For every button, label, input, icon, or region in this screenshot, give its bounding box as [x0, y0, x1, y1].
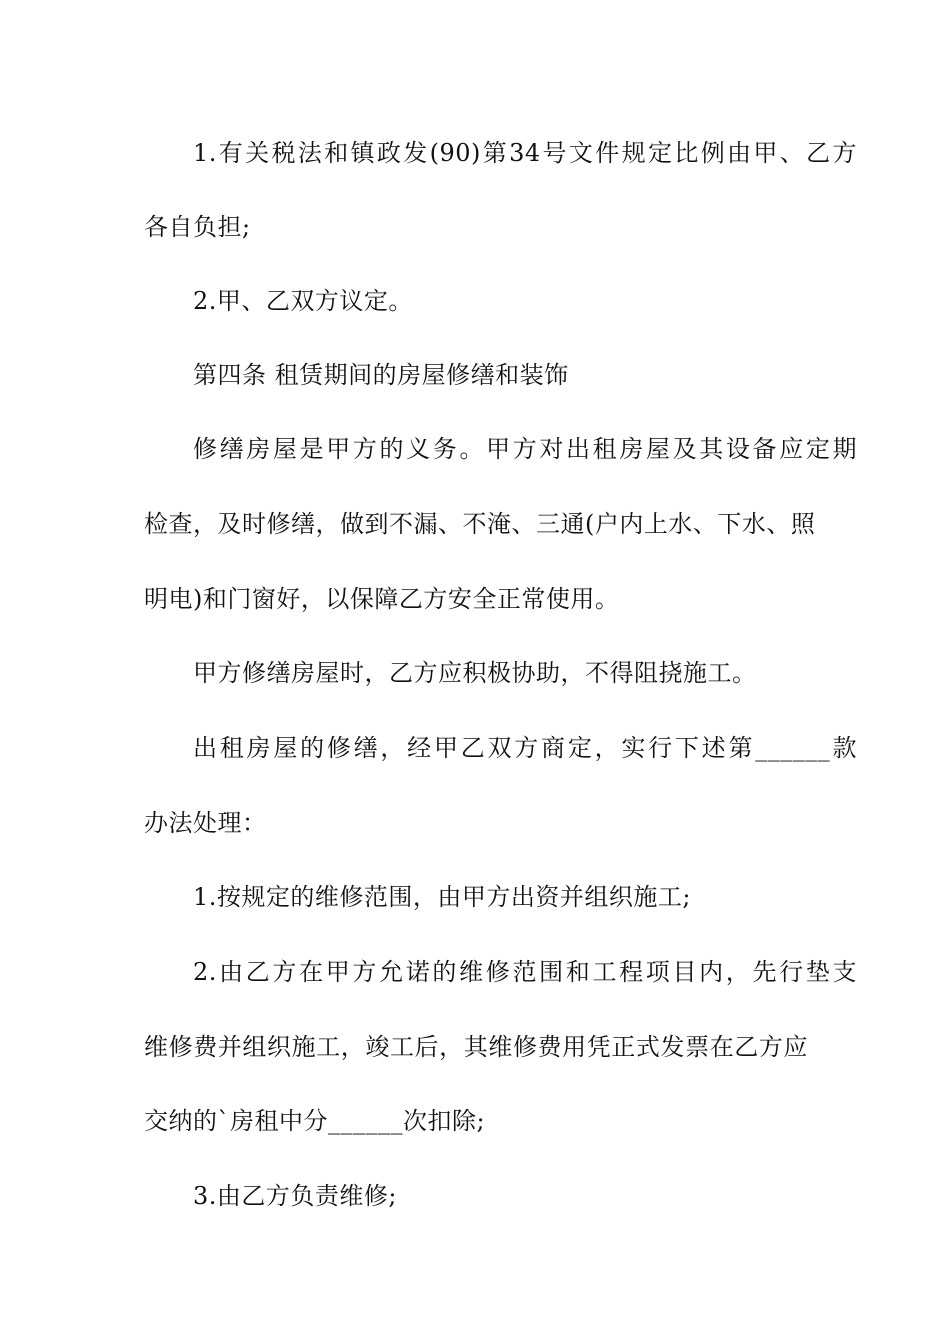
- paragraph-line: 2.甲、乙双方议定。: [193, 287, 413, 315]
- paragraph-line: 修缮房屋是甲方的义务。甲方对出租房屋及其设备应定期: [193, 435, 857, 463]
- list-item: 1.按规定的维修范围，由甲方出资并组织施工;: [193, 883, 691, 911]
- list-item: 3.由乙方负责维修;: [193, 1182, 397, 1210]
- paragraph-line: 各自负担;: [144, 213, 251, 241]
- paragraph-line: 办法处理：: [144, 809, 267, 837]
- paragraph-line: 交纳的`房租中分______次扣除;: [144, 1107, 486, 1135]
- list-item: 2.由乙方在甲方允诺的维修范围和工程项目内，先行垫支: [193, 958, 857, 986]
- paragraph-line: 维修费并组织施工，竣工后，其维修费用凭正式发票在乙方应: [144, 1033, 808, 1061]
- paragraph-line: 甲方修缮房屋时，乙方应积极协助，不得阻挠施工。: [193, 659, 757, 687]
- paragraph-line: 出租房屋的修缮，经甲乙双方商定，实行下述第______款: [193, 734, 857, 762]
- paragraph-line: 明电)和门窗好，以保障乙方安全正常使用。: [144, 585, 620, 613]
- section-heading: 第四条 租赁期间的房屋修缮和装饰: [193, 361, 569, 389]
- paragraph-line: 1.有关税法和镇政发(90)第34号文件规定比例由甲、乙方: [193, 139, 857, 167]
- paragraph-line: 检查，及时修缮，做到不漏、不淹、三通(户内上水、下水、照: [144, 510, 816, 538]
